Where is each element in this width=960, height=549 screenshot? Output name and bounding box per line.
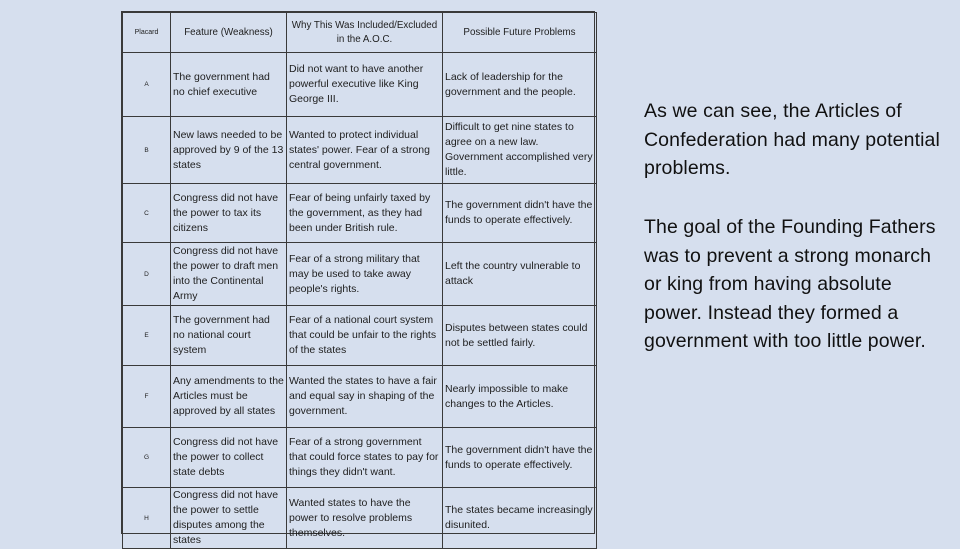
feature-cell: Congress did not have the power to collect state debts	[171, 428, 287, 488]
placard-cell: D	[123, 243, 171, 306]
weakness-table-container	[121, 11, 595, 546]
problem-cell: The states became increasingly disunited.	[443, 488, 597, 549]
placard-cell: C	[123, 184, 171, 243]
table-row	[123, 243, 597, 306]
header-placard: Placard	[123, 13, 171, 53]
why-cell: Fear of a strong military that may be used to take away people's rights.	[287, 243, 443, 306]
header-problems: Possible Future Problems	[443, 13, 597, 53]
table-row	[123, 184, 597, 243]
why-cell: Fear of a strong government that could force states to pay for things they didn't want.	[287, 428, 443, 488]
placard-cell: E	[123, 306, 171, 366]
feature-cell: New laws needed to be approved by 9 of the 13 states	[171, 117, 287, 184]
why-cell: Fear of a national court system that could be unfair to the rights of the states	[287, 306, 443, 366]
table-row	[123, 428, 597, 488]
why-cell: Wanted to protect individual states' power. Fear of a strong central government.	[287, 117, 443, 184]
problem-cell: The government didn't have the funds to operate effectively.	[443, 428, 597, 488]
problem-cell: The government didn't have the funds to operate effectively.	[443, 184, 597, 243]
problem-cell: Disputes between states could not be settled fairly.	[443, 306, 597, 366]
feature-cell: Congress did not have the power to tax its citizens	[171, 184, 287, 243]
why-cell: Wanted the states to have a fair and equal say in shaping of the government.	[287, 366, 443, 428]
problem-cell: Difficult to get nine states to agree on a new law. Government accomplished very little.	[443, 117, 597, 184]
table-row	[123, 488, 597, 549]
why-cell: Did not want to have another powerful executive like King George III.	[287, 53, 443, 117]
placard-cell: G	[123, 428, 171, 488]
placard-cell: F	[123, 366, 171, 428]
table-row	[123, 366, 597, 428]
feature-cell: Congress did not have the power to settle disputes among the states	[171, 488, 287, 549]
problem-cell: Nearly impossible to make changes to the Articles.	[443, 366, 597, 428]
placard-cell: H	[123, 488, 171, 549]
problem-cell: Lack of leadership for the government and the people.	[443, 53, 597, 117]
header-why: Why This Was Included/Excluded in the A.O.C.	[287, 13, 443, 53]
header-feature: Feature (Weakness)	[171, 13, 287, 53]
feature-cell: The government had no national court system	[171, 306, 287, 366]
placard-cell: A	[123, 53, 171, 117]
founding-fathers-paragraph: The goal of the Founding Fathers was to prevent a strong monarch or king from having absolute power. Instead they formed a government with too little power.	[644, 216, 936, 352]
why-cell: Fear of being unfairly taxed by the government, as they had been under British rule.	[287, 184, 443, 243]
table-header-row	[123, 13, 597, 53]
weakness-table	[122, 12, 597, 549]
conclusion-paragraph: As we can see, the Articles of Confederation had many potential problems.	[644, 100, 940, 179]
table-row	[123, 117, 597, 184]
feature-cell: Any amendments to the Articles must be approved by all states	[171, 366, 287, 428]
table-row	[123, 306, 597, 366]
problem-cell: Left the country vulnerable to attack	[443, 243, 597, 306]
placard-cell: B	[123, 117, 171, 184]
why-cell: Wanted states to have the power to resolve problems themselves.	[287, 488, 443, 549]
feature-cell: The government had no chief executive	[171, 53, 287, 117]
table-row	[123, 53, 597, 117]
feature-cell: Congress did not have the power to draft men into the Continental Army	[171, 243, 287, 306]
